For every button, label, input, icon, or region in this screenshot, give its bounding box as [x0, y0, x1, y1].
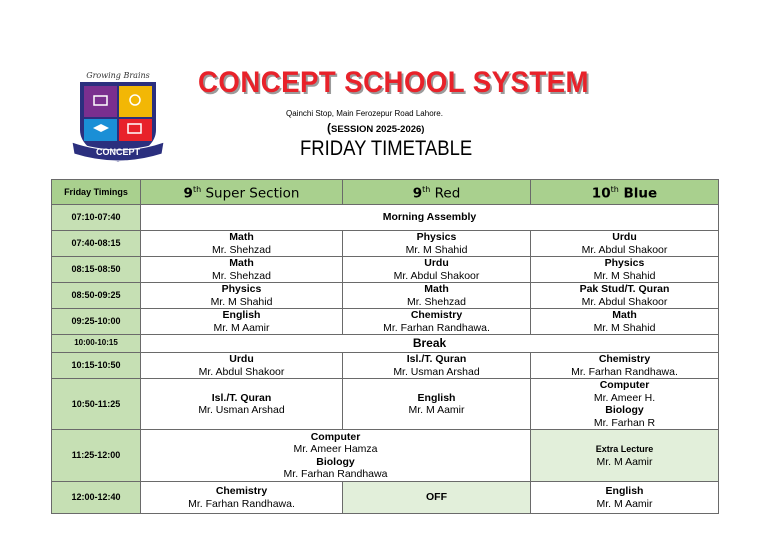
header-c3-num: 10: [591, 185, 611, 202]
lesson-cell: [343, 309, 531, 335]
lesson-cell: [141, 283, 343, 309]
table-row: [52, 283, 719, 309]
lesson-cell: [343, 231, 531, 257]
lesson-cell: [531, 353, 719, 379]
lesson-cell: [531, 482, 719, 514]
time-cell: 11:25-12:00: [52, 430, 141, 482]
table-row: [52, 379, 719, 430]
teacher: Mr. Usman Arshad: [393, 365, 480, 378]
header-9th-red: [343, 180, 531, 205]
logo-banner-text: CONCEPT: [95, 147, 141, 157]
lesson-cell: [343, 379, 531, 430]
teacher: Mr. Farhan Randhawa.: [188, 497, 295, 510]
teacher: Mr. M Shahid: [210, 295, 273, 308]
subject: Physics: [416, 231, 457, 243]
school-logo: [66, 68, 170, 166]
subject: Extra Lecture: [595, 444, 654, 454]
extra-lecture-cell: [531, 430, 719, 482]
subject: Math: [229, 257, 254, 269]
session-text: SESSION 2025-2026): [331, 124, 425, 135]
time-cell: 08:50-09:25: [52, 283, 141, 309]
time-cell: 07:40-08:15: [52, 231, 141, 257]
teacher: Mr. Abdul Shakoor: [581, 243, 668, 256]
morning-assembly: Morning Assembly: [141, 205, 719, 231]
lesson-cell: [141, 379, 343, 430]
session-label: [327, 121, 424, 135]
time-cell: 08:15-08:50: [52, 257, 141, 283]
header-c2-num: 9: [412, 185, 423, 202]
subject: Physics: [604, 257, 645, 269]
subject: Chemistry: [598, 353, 651, 365]
lesson-cell: [531, 283, 719, 309]
lesson-cell: [531, 379, 719, 430]
time-cell: 12:00-12:40: [52, 482, 141, 514]
lesson-cell: [343, 283, 531, 309]
teacher: Mr. Farhan R: [593, 416, 656, 429]
header-9th-super: [141, 180, 343, 205]
lesson-cell: [141, 309, 343, 335]
subject: Math: [424, 283, 449, 295]
lesson-cell: [141, 353, 343, 379]
teacher: Mr. M Aamir: [596, 497, 653, 510]
subject: Pak Stud/T. Quran: [579, 283, 670, 295]
teacher: Mr. Shehzad: [212, 243, 271, 256]
school-address: Qainchi Stop, Main Ferozepur Road Lahore.: [286, 109, 443, 118]
teacher: Mr. Shehzad: [407, 295, 466, 308]
subject: Urdu: [229, 353, 254, 365]
table-row: [52, 353, 719, 379]
lesson-cell: [141, 231, 343, 257]
lesson-cell: [343, 257, 531, 283]
session-paren: (: [327, 121, 331, 135]
teacher: Mr. Farhan Randhawa.: [383, 321, 490, 334]
time-cell: 07:10-07:40: [52, 205, 141, 231]
subject: English: [417, 391, 456, 404]
header-c1-rest: Super Section: [201, 185, 300, 202]
subject: Biology: [316, 455, 355, 468]
teacher: Mr. Farhan Randhawa.: [571, 365, 678, 378]
header-c1-sup: th: [192, 185, 202, 194]
header-c2-rest: Red: [430, 185, 461, 202]
lesson-cell: [343, 353, 531, 379]
subject: Isl./T. Quran: [406, 353, 467, 365]
teacher: Mr. Abdul Shakoor: [393, 269, 480, 282]
school-name: CONCEPT SCHOOL SYSTEM: [198, 66, 589, 99]
teacher: Mr. Ameer Hamza: [293, 443, 378, 455]
timetable: [51, 179, 719, 514]
subject: Isl./T. Quran: [211, 391, 272, 404]
teacher: Mr. Usman Arshad: [198, 404, 285, 416]
teacher: Mr. Abdul Shakoor: [198, 365, 285, 378]
off-cell: OFF: [343, 482, 531, 514]
subject: Math: [612, 309, 637, 321]
header-c1-num: 9: [183, 185, 193, 202]
table-row: [52, 335, 719, 353]
teacher: Mr. Farhan Randhawa: [283, 468, 388, 480]
teacher: Mr. M Shahid: [593, 321, 656, 334]
subject: Computer: [599, 379, 650, 391]
lesson-cell: [531, 257, 719, 283]
header-c2-sup: th: [422, 185, 431, 194]
teacher: Mr. M Aamir: [213, 321, 270, 334]
teacher: Mr. M Aamir: [408, 404, 465, 416]
subject: Urdu: [612, 231, 637, 243]
lesson-cell: [531, 231, 719, 257]
time-cell: 09:25-10:00: [52, 309, 141, 335]
lesson-cell: [141, 482, 343, 514]
subject: Physics: [221, 283, 262, 295]
header-row: [52, 180, 719, 205]
teacher: Mr. M Shahid: [405, 243, 468, 256]
subject: Biology: [605, 404, 644, 416]
subject: English: [605, 485, 644, 497]
header-timings: Friday Timings: [52, 180, 141, 205]
table-row: [52, 231, 719, 257]
table-row: [52, 205, 719, 231]
teacher: Mr. M Shahid: [593, 269, 656, 282]
subject: Computer: [310, 430, 361, 443]
table-row: [52, 257, 719, 283]
table-row: [52, 309, 719, 335]
subject: Chemistry: [410, 309, 463, 321]
subject: Chemistry: [215, 485, 268, 497]
lesson-cell: [141, 430, 531, 482]
header-10th-blue: [531, 180, 719, 205]
table-row: [52, 430, 719, 482]
header-c3-rest: Blue: [618, 185, 658, 202]
teacher: Mr. Abdul Shakoor: [581, 295, 668, 308]
subject: Urdu: [424, 257, 449, 269]
subject: Math: [229, 231, 254, 243]
time-cell: 10:00-10:15: [52, 335, 141, 353]
logo-tagline: Growing Brains: [86, 71, 150, 80]
teacher: Mr. Ameer H.: [593, 391, 656, 404]
lesson-cell: [531, 309, 719, 335]
teacher: Mr. Shehzad: [212, 269, 271, 282]
lesson-cell: [141, 257, 343, 283]
break-cell: Break: [141, 335, 719, 353]
teacher: Mr. M Aamir: [596, 455, 653, 468]
time-cell: 10:15-10:50: [52, 353, 141, 379]
time-cell: 10:50-11:25: [52, 379, 141, 430]
header-c3-sup: th: [610, 185, 619, 194]
table-row: [52, 482, 719, 514]
subject: English: [222, 309, 261, 321]
timetable-title: FRIDAY TIMETABLE: [300, 137, 473, 160]
